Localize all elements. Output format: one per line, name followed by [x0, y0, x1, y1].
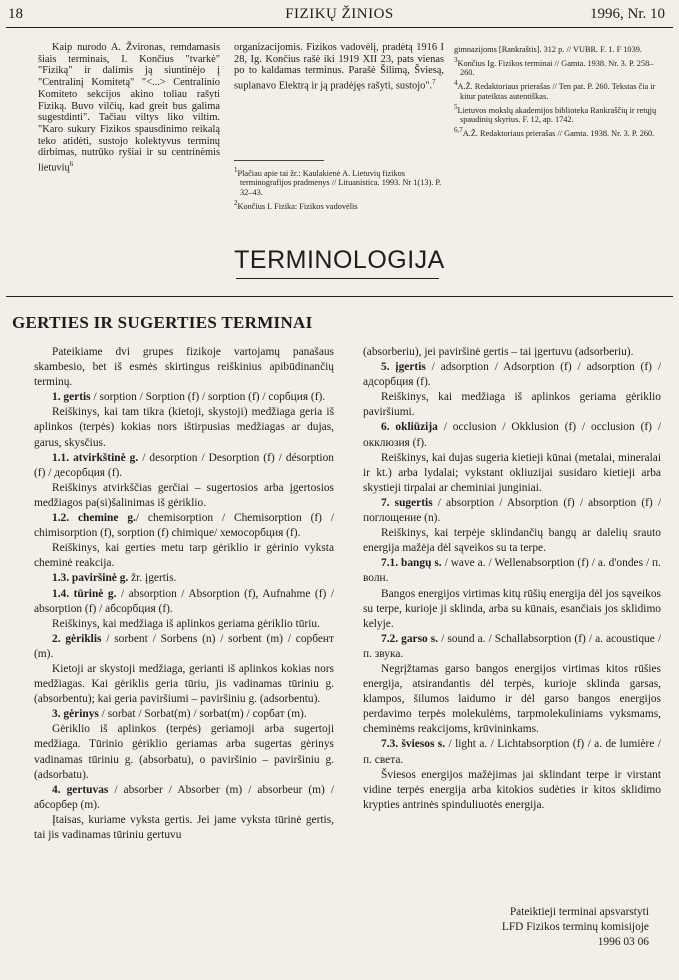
term-heading: 1. gertis [52, 391, 91, 404]
commission-signature [349, 905, 649, 950]
top-column-2 [234, 42, 444, 92]
term-equivalents: / desorption / Desorption (f) / désorption (f) / десорбция (f). [34, 451, 334, 479]
term-heading: 1.4. tūrinė g. [52, 587, 117, 600]
term-equivalents: / sound a. / Schallabsorption (f) / a. acoustique / п. звука. [363, 632, 661, 660]
footnotes-col3 [454, 42, 664, 140]
definition-paragraph: Reiškinys, kai gerties metu tarp gėriklio ir gėrinio vyksta cheminė reakcija. [34, 542, 334, 570]
definition-paragraph: Pateikiame dvi grupes fizikoje vartojamų panašaus skambesio, bet iš esmės skirtingus reiškinius apibūdinančių terminų. [34, 346, 334, 389]
term-entry [363, 556, 661, 586]
term-equivalents: / sorption / Sorption (f) / sorption (f) / сорбция (f). [90, 391, 326, 404]
term-entry [363, 737, 661, 767]
definition-paragraph: (absorberiu), jei paviršinė gertis – tai įgertuvu (adsorberiu). [363, 346, 634, 358]
footnote: $^1$Plačiau apie tai žr.: Kaulakienė A. Lietuvių fizikos terminografijos pradmenys // Lituanistica. 1993. Nr 1(13). P. 32–43. [234, 166, 442, 197]
definition-paragraph: Reiškinys, kai medžiaga iš aplinkos geriama gėriklio tūriu. [52, 617, 320, 630]
definition-paragraph: Reiškinys, kai tam tikra (kietoji, skystoji) medžiaga geria iš aplinkos (terpės) kokias nors ištirpusias medžiagas ar dujas, garus, skysčius. [34, 406, 334, 449]
signature-line-2: LFD Fizikos terminų komisijoje [501, 921, 649, 933]
definition-paragraph: Reiškinys, kai terpėje sklindančių bangų ar dalelių srauto energija mažėja dėl sąveikos su ta terpe. [363, 527, 661, 555]
term-entry [34, 783, 334, 813]
top-col1-text: Kaip nurodo A. Žvironas, remdamasis šiais terminais, I. Končius "tvarkė" "Fiziką" ir dalimis ją siuntinėjo į "Centralinį Komitetą" "<...> Centralinio Komiteto sekcijos akino toliau rašyti Fiziką. Buvo vilčių, kad greit bus galima sugestdinti". Tačiau viltys liko viltim. "Karo sukury Fizikos spausdinimo reikalą teko atidėti, sustojo kolektyvus terminų dirbimas, nutrūko ryšiai ir su centrinėmis lietuvių [38, 42, 220, 174]
term-equivalents: / absorption / Absorption (f) / absorption (f) / поглощение (n). [363, 496, 661, 525]
definition-paragraph: Šviesos energijos mažėjimas jai sklindant terpe ir virstant vidine terpės energija arba kitokios sudėties ir kitos sklidimo krypties antrinės spinduliuotės energija. [363, 768, 661, 811]
term-entry [34, 451, 334, 481]
term-equivalents: / occlusion / Okklusion (f) / occlusion (f) / окклюзия (f). [363, 421, 662, 449]
term-heading: 4. gertuvas [52, 783, 109, 796]
footnote-mark: 6 [69, 160, 74, 169]
right-body-column [363, 345, 661, 813]
page-header [8, 6, 671, 24]
term-equivalents: / adsorption / Adsorption (f) / adsorption (f) / адсорбция (f). [363, 361, 661, 389]
top-column-1 [38, 42, 220, 174]
footnote: $^5$Lietuvos mokslų akademijos biblioteka Rankraščių ir retųjų spaudinių skyrius. F. 12, ap. 1742. [454, 102, 657, 125]
term-equivalents: / light a. / Lichtabsorption (f) / a. de lumière / п. света. [363, 738, 661, 766]
footnote: $^2$Končius I. Fizika: Fizikos vadovėlis [234, 199, 358, 211]
term-heading: 6. okliūzija [381, 421, 438, 434]
definition-paragraph: Reiškinys, kai dujas sugeria kietieji kūnai (metalai, mineralai ir kt.) arba lydalai; vykstant okliuzijai susidaro kietieji arba skystieji tirpalai ar cheminiai junginiai. [363, 451, 661, 494]
footnote: gimnazijoms [Rankraštis]. 312 p. // VUBR. F. 1. F 1039. [454, 44, 642, 54]
term-heading: 1.3. paviršinė g. [52, 572, 129, 585]
footnote: $^4$A.Ž. Redaktoriaus prierašas // Ten pat. P. 260. Tekstas čia ir kitur pateiktas autentiškas. [454, 79, 656, 101]
term-equivalents: / sorbat / Sorbat(m) / sorbat(m) / сорбат (m). [98, 708, 307, 721]
header-rule [6, 27, 673, 28]
definition-paragraph: Įtaisas, kuriame vyksta gertis. Jei jame vyksta tūrinė gertis, tai jis vadinamas tūriniu gertuvu [34, 813, 334, 841]
term-equivalents: / chemisorption / Chemisorption (f) / chimisorption (f), sorption (f) chimique/ хемосорбция (f). [34, 512, 334, 540]
issue-number: 1996, Nr. 10 [590, 6, 665, 22]
definition-paragraph: Reiškinys, kai medžiaga iš aplinkos geriama gėriklio paviršiumi. [363, 391, 661, 419]
term-entry [34, 511, 334, 541]
definition-paragraph: Reiškinys atvirkščias gerčiai – sugertosios arba įgertosios medžiagos pa(si)šalinimas iš gėriklio. [34, 481, 334, 509]
term-heading: 3. gėrinys [52, 708, 99, 721]
journal-title: FIZIKŲ ŽINIOS [285, 6, 394, 22]
term-entry [34, 707, 334, 722]
section-rule [6, 296, 673, 297]
signature-date: 1996 03 06 [597, 936, 649, 948]
term-heading: 7. sugertis [381, 496, 433, 509]
term-heading: 7.2. garso s. [381, 632, 439, 645]
left-body-column [34, 345, 334, 843]
term-entry [34, 390, 334, 405]
signature-line-1: Pateiktieji terminai apsvarstyti [509, 906, 649, 918]
term-entry [34, 587, 334, 617]
footnotes-col2 [234, 166, 444, 213]
term-heading: 5. įgertis [381, 361, 426, 374]
definition-paragraph: Kietoji ar skystoji medžiaga, gerianti iš aplinkos kokias nors medžiagas. Kai gėriklis geria tūriu, jis vadinamas tūriniu g. (absorbentu); kai geria paviršiumi – paviršiniu g. (adsorbentu). [34, 662, 334, 706]
definition-paragraph: Gėriklio iš aplinkos (terpės) geriamoji arba sugertoji medžiaga. Tūrinio gėriklio geriamas arba sugertas gėrinys vadinamas tūriniu g. (absorbatu), o paviršinio – paviršiniu g. (adsorbatu). [34, 723, 334, 781]
term-entry [363, 496, 661, 526]
top-col2-text: organizacijomis. Fizikos vadovėlį, pradėtą 1916 I 28, Ig. Končius rašė iki 1919 XII 23, pats vienas po to kaldamas terminus. Parašė Šilimą, Šviesą, suplanavo Elektrą ir ją pradėjęs rašyti, sustojo". [234, 42, 444, 92]
footnote-rule [234, 160, 324, 161]
footnote: $^3$Končius Ig. Fizikos terminai // Gamta. 1938. Nr. 3. P. 258–260. [454, 55, 654, 78]
term-heading: 1.1. atvirkštinė g. [52, 451, 139, 464]
term-entry [34, 632, 334, 662]
definition-paragraph: Bangos energijos virtimas kitų rūšių energija dėl jos sąveikos su terpe, kurioje ji sklinda, arba su kūnais, esančiais jos sklidimo kelyje. [363, 587, 661, 630]
term-entry [363, 632, 661, 662]
term-equivalents: / absorption / Absorption (f), Aufnahme (f) / absorption (f) / абсорбция (f). [34, 587, 334, 615]
term-equivalents: / wave a. / Wellenabsorption (f) / a. d'ondes / п. волн. [363, 557, 661, 585]
footnote: $^{6,7}$A.Ž. Redaktoriaus prierašas // Gamta. 1938. Nr. 3. P. 260. [454, 126, 655, 138]
term-equivalents: / sorbent / Sorbens (n) / sorbent (m) / сорбент (m). [34, 632, 334, 660]
definition-paragraph: Negrįžtamas garso bangos energijos virtimas kitos rūšies energija, atsirandantis dėl terpės, kurioje sklinda garsas, klampos, šilumos laidumo ir dėl garso bangos energijos perdavimo terpės molekulėms, tarpmolekuliniams vyksmams, cheminėms reakcijoms, krūvininkams. [363, 662, 661, 736]
term-entry [363, 420, 661, 450]
term-heading: 2. gėriklis [52, 632, 102, 645]
term-heading: 1.2. chemine g. [52, 512, 136, 525]
footnote-mark: 7 [432, 78, 436, 87]
term-entry [363, 360, 661, 390]
term-heading: 7.3. šviesos s. [381, 738, 446, 751]
page-number: 18 [8, 6, 23, 22]
term-heading: 7.1. bangų s. [381, 557, 442, 570]
term-equivalents: / absorber / Absorber (m) / absorbeur (m) / абсорбер (m). [34, 783, 334, 811]
article-title: GERTIES IR SUGERTIES TERMINAI [12, 313, 313, 332]
section-title: TERMINOLOGIJA [234, 246, 445, 274]
term-entry [34, 571, 334, 586]
term-equivalents: žr. įgertis. [128, 572, 177, 585]
